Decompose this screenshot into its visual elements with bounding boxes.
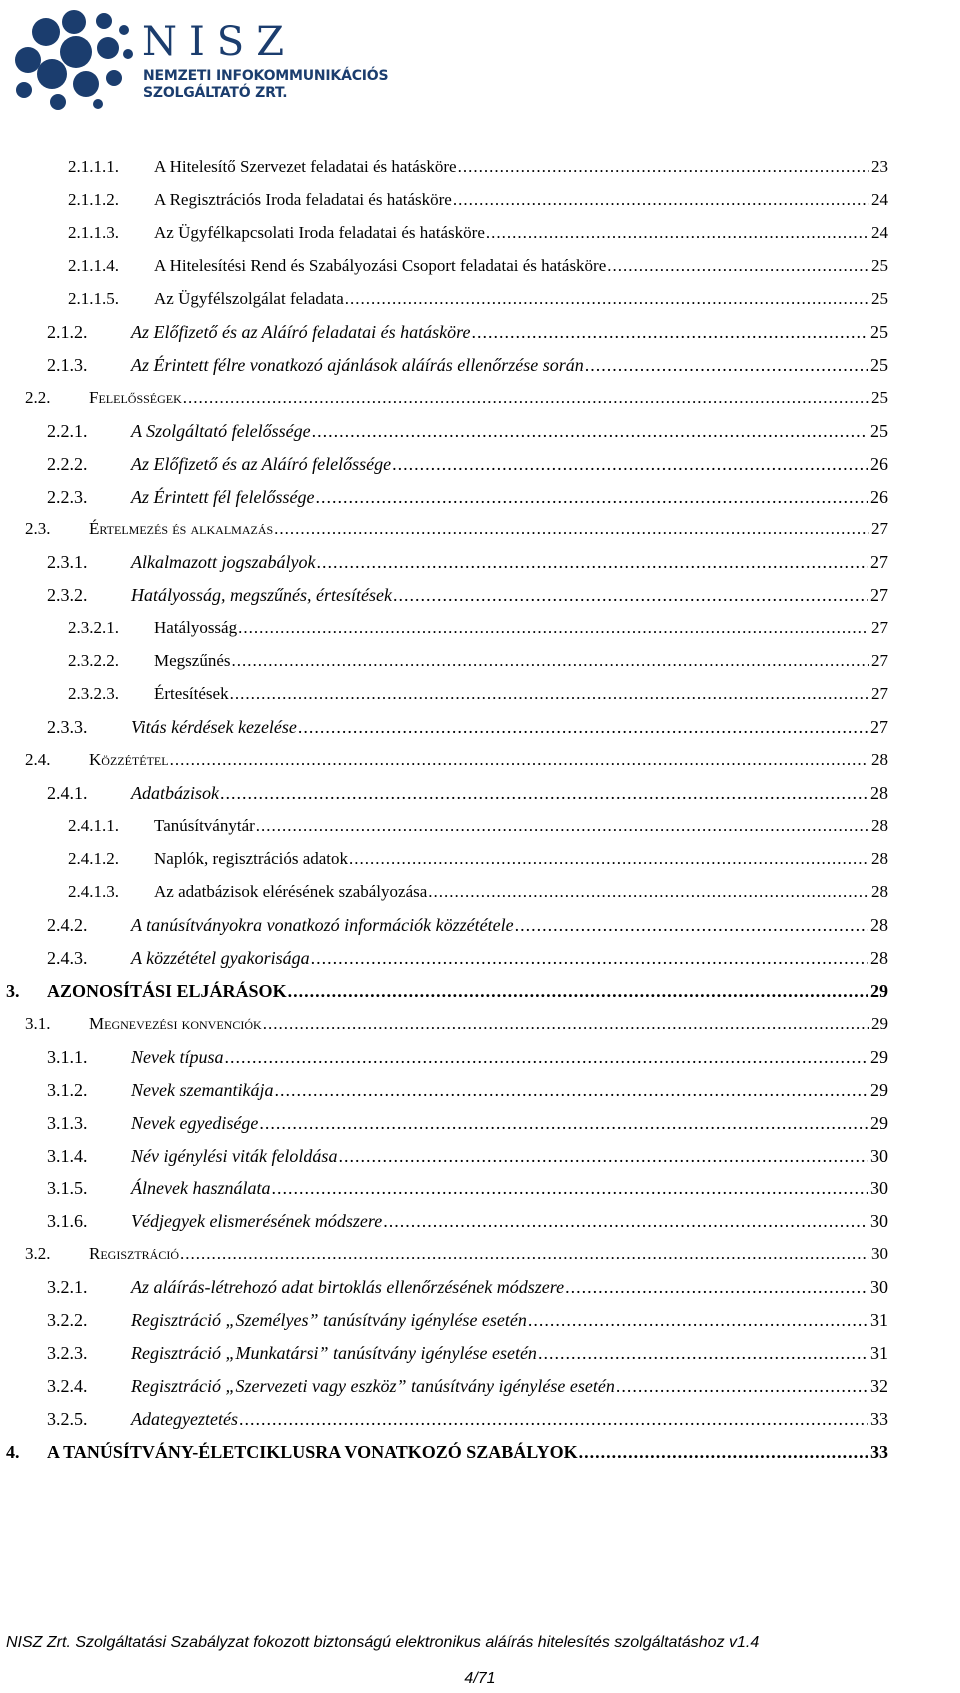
toc-page-number: 28 [871,848,888,868]
toc-page-number: 31 [870,1310,888,1331]
toc-number: 3.1.3. [47,1112,88,1133]
toc-entry [131,1274,888,1300]
toc-page-number: 29 [870,1046,888,1067]
toc-number: 2.2. [25,387,51,407]
toc-title: Nevek egyedisége [131,1112,259,1133]
toc-page-number: 33 [870,1409,888,1430]
toc-number: 2.1.1.4. [68,255,119,275]
toc-row[interactable] [0,319,960,345]
dots-logo-icon [10,8,140,112]
toc-title: Az adatbázisok elérésének szabályozása [154,881,428,901]
toc-entry [131,1406,888,1432]
toc-entry [131,1307,888,1333]
toc-title: Név igénylési viták feloldása [131,1145,338,1166]
toc-leader-dots [274,1077,868,1103]
toc-title: Naplók, regisztrációs adatok [154,848,349,868]
toc-page-number: 27 [871,651,888,671]
toc-title: Alkalmazott jogszabályok [131,552,316,573]
toc-page-number: 30 [870,1211,888,1232]
toc-number: 2.4. [25,750,51,770]
toc-row[interactable] [0,978,960,1004]
logo-brand: NISZ [142,19,296,65]
toc-title: A tanúsítványokra vonatkozó információk közzététele [131,914,514,935]
toc-entry [154,846,888,872]
toc-page-number: 29 [870,980,888,1001]
toc-entry [131,780,888,806]
toc-row[interactable] [0,1175,960,1201]
toc-number: 2.3. [25,519,51,539]
toc-page-number: 29 [870,1079,888,1100]
toc-title: Regisztráció „Szervezeti vagy eszköz” tanúsítvány igénylése esetén [131,1376,615,1397]
toc-page-number: 27 [870,717,888,738]
toc-leader-dots [565,1274,868,1300]
toc-title: A Hitelesítő Szervezet feladatai és hatásköre [154,157,457,176]
toc-number: 3.2.1. [47,1277,88,1298]
toc-number: 2.2.3. [47,486,88,507]
toc-row[interactable] [0,813,960,839]
toc-entry [154,220,888,246]
toc-row[interactable] [0,945,960,971]
toc-entry [131,582,888,608]
toc-entry [131,1077,888,1103]
toc-row[interactable] [0,1406,960,1432]
toc-row[interactable] [0,1241,960,1267]
toc-entry [47,1439,888,1465]
toc-number: 2.1.1.2. [68,189,119,209]
toc-row[interactable] [0,385,960,411]
toc-title: Hatályosság, megszűnés, értesítések [131,585,392,606]
toc-row[interactable] [0,846,960,872]
toc-title: Vitás kérdések kezelése [131,717,297,738]
toc-title: Regisztráció „Munkatársi” tanúsítvány igénylése esetén [131,1343,537,1364]
toc-entry [131,1340,888,1366]
toc-page-number: 32 [870,1376,888,1397]
toc-leader-dots [239,1406,868,1432]
toc-page-number: 28 [871,750,888,770]
toc-leader-dots [453,187,869,213]
toc-entry [131,1044,888,1070]
toc-title: Az Előfizető és az Aláíró felelőssége [131,453,392,474]
toc-leader-dots [607,253,869,279]
toc-row[interactable] [0,451,960,477]
toc-number: 3.2. [25,1244,51,1264]
toc-page-number: 28 [870,947,888,968]
toc-number: 3.2.2. [47,1310,88,1331]
toc-entry [154,813,888,839]
toc-entry [154,154,888,180]
toc-row[interactable] [0,1077,960,1103]
toc-title: Nevek típusa [131,1046,224,1067]
toc-number: 2.1.2. [47,321,88,342]
toc-title: Felelősségek [89,387,182,407]
toc-row[interactable] [0,747,960,773]
toc-title: Nevek szemantikája [131,1079,274,1100]
toc-row[interactable] [0,484,960,510]
toc-page-number: 25 [870,354,888,375]
toc-page-number: 31 [870,1343,888,1364]
toc-page-number: 28 [871,881,888,901]
toc-leader-dots [428,879,869,905]
toc-entry [131,451,888,477]
toc-entry [154,879,888,905]
toc-number: 2.1.1.3. [68,222,119,242]
toc-leader-dots [392,451,868,477]
toc-title: A Regisztrációs Iroda feladatai és hatásköre [154,189,452,209]
toc-title: Álnevek használata [131,1178,271,1199]
toc-row[interactable] [0,286,960,312]
toc-page-number: 30 [870,1145,888,1166]
toc-number: 2.4.1. [47,783,88,804]
toc-entry [89,516,888,542]
toc-title: A közzététel gyakorisága [131,947,310,968]
toc-number: 2.1.1.1. [68,157,119,176]
toc-page-number: 27 [871,684,888,704]
toc-title: Az Előfizető és az Aláíró feladatai és hatásköre [131,321,471,342]
toc-row[interactable] [0,879,960,905]
toc-page-number: 25 [870,420,888,441]
toc-row[interactable] [0,714,960,740]
toc-page-number: 27 [871,519,888,539]
page-number: 4/71 [464,1670,496,1687]
toc-number: 2.4.1.3. [68,881,119,901]
toc-leader-dots [528,1307,868,1333]
toc-entry [131,912,888,938]
toc-entry [89,1241,888,1267]
toc-page-number: 28 [870,914,888,935]
toc-number: 2.2.2. [47,453,88,474]
toc-page-number: 30 [870,1178,888,1199]
toc-leader-dots [180,1241,869,1267]
toc-entry [131,352,888,378]
toc-number: 2.3.2.3. [68,684,119,704]
toc-row[interactable] [0,1143,960,1169]
nisz-logo [10,8,390,112]
toc-row[interactable] [0,253,960,279]
toc-leader-dots [288,978,868,1004]
toc-number: 3.1.4. [47,1145,88,1166]
toc-title: Adatbázisok [131,783,219,804]
toc-title: Hatályosság [154,618,238,638]
toc-number: 4. [6,1442,20,1463]
toc-page-number: 27 [871,618,888,638]
toc-number: 3.1. [25,1013,51,1033]
toc-title: Megnevezési konvenciók [89,1013,262,1033]
toc-title: A TANÚSÍTVÁNY-ÉLETCIKLUSRA VONATKOZÓ SZABÁLYOK [47,1442,578,1463]
toc-number: 3.1.6. [47,1211,88,1232]
toc-row[interactable] [0,681,960,707]
toc-page-number: 28 [871,816,888,835]
toc-entry [131,945,888,971]
toc-title: Regisztráció „Személyes” tanúsítvány igénylése esetén [131,1310,527,1331]
toc-entry [89,385,888,411]
toc-entry [131,1208,888,1234]
toc-title: Az Ügyfélszolgálat feladata [154,288,344,308]
toc-entry [89,1011,888,1037]
toc-entry [131,549,888,575]
toc-entry [154,187,888,213]
toc-page-number: 26 [870,453,888,474]
toc-entry [131,1143,888,1169]
toc-title: Regisztráció [89,1244,180,1264]
toc-row[interactable] [0,1439,960,1465]
toc-page-number: 33 [870,1442,888,1463]
toc-title: Az Ügyfélkapcsolati Iroda feladatai és hatásköre [154,222,485,242]
toc-leader-dots [224,1044,868,1070]
toc-number: 3. [6,980,20,1001]
toc-row[interactable] [0,1373,960,1399]
toc-row[interactable] [0,582,960,608]
toc-leader-dots [315,484,868,510]
toc-row[interactable] [0,1340,960,1366]
toc-row[interactable] [0,615,960,641]
toc-number: 2.1.1.5. [68,288,119,308]
toc-leader-dots [349,846,869,872]
toc-leader-dots [259,1110,868,1136]
toc-title: Adategyeztetés [131,1409,238,1430]
toc-leader-dots [256,813,869,839]
toc-leader-dots [616,1373,868,1399]
toc-row[interactable] [0,154,960,180]
toc-leader-dots [183,385,869,411]
toc-number: 2.3.2. [47,585,88,606]
toc-page-number: 27 [870,552,888,573]
logo-line-1: NEMZETI INFOKOMMUNIKÁCIÓS [143,68,389,84]
toc-page-number: 29 [871,1013,888,1033]
toc-leader-dots [298,714,868,740]
toc-page-number: 25 [870,321,888,342]
toc-leader-dots [311,945,868,971]
toc-row[interactable] [0,648,960,674]
toc-number: 2.4.2. [47,914,88,935]
toc-title: AZONOSÍTÁSI ELJÁRÁSOK [47,980,287,1001]
toc-page-number: 25 [871,288,888,308]
toc-row[interactable] [0,1274,960,1300]
toc-row[interactable] [0,1044,960,1070]
toc-leader-dots [316,549,868,575]
toc-number: 3.2.4. [47,1376,88,1397]
toc-title: A Szolgáltató felelőssége [131,420,311,441]
toc-page-number: 26 [870,486,888,507]
toc-entry [154,253,888,279]
toc-entry [131,319,888,345]
toc-leader-dots [238,615,869,641]
toc-number: 2.1.3. [47,354,88,375]
toc-number: 3.1.5. [47,1178,88,1199]
toc-row[interactable] [0,516,960,542]
toc-leader-dots [383,1208,868,1234]
toc-row[interactable] [0,1208,960,1234]
logo-line-2: SZOLGÁLTATÓ ZRT. [143,85,288,101]
toc-row[interactable] [0,187,960,213]
toc-leader-dots [515,912,868,938]
toc-number: 3.1.1. [47,1046,88,1067]
toc-number: 3.1.2. [47,1079,88,1100]
toc-entry [131,1175,888,1201]
toc-title: A Hitelesítési Rend és Szabályozási Csoport feladatai és hatásköre [154,255,607,275]
toc-page-number: 27 [870,585,888,606]
toc-leader-dots [312,418,868,444]
toc-title: Értelmezés és alkalmazás [89,519,274,539]
toc-title: Értesítések [154,684,229,704]
toc-leader-dots [458,154,869,180]
toc-page-number: 30 [870,1277,888,1298]
toc-row[interactable] [0,1307,960,1333]
toc-number: 2.4.1.1. [68,816,119,835]
toc-entry [154,681,888,707]
toc-entry [154,648,888,674]
toc-leader-dots [231,648,869,674]
toc-leader-dots [263,1011,869,1037]
toc-number: 2.3.2.2. [68,651,119,671]
toc-row[interactable] [0,220,960,246]
toc-leader-dots [393,582,868,608]
toc-number: 3.2.5. [47,1409,88,1430]
toc-number: 2.3.3. [47,717,88,738]
toc-entry [154,286,888,312]
toc-leader-dots [220,780,868,806]
toc-page-number: 24 [871,189,888,209]
toc-number: 2.4.1.2. [68,848,119,868]
toc-page-number: 23 [871,157,888,176]
toc-number: 3.2.3. [47,1343,88,1364]
toc-leader-dots [230,681,869,707]
toc-number: 2.2.1. [47,420,88,441]
toc-leader-dots [486,220,869,246]
toc-leader-dots [579,1439,868,1465]
toc-page-number: 25 [871,387,888,407]
toc-leader-dots [271,1175,868,1201]
toc-leader-dots [585,352,868,378]
toc-leader-dots [338,1143,868,1169]
toc-leader-dots [538,1340,868,1366]
toc-number: 2.3.1. [47,552,88,573]
toc-leader-dots [345,286,869,312]
toc-entry [131,418,888,444]
toc-entry [131,1110,888,1136]
toc-entry [131,714,888,740]
toc-row[interactable] [0,912,960,938]
toc-title: Közzététel [89,750,169,770]
toc-leader-dots [170,747,869,773]
toc-title: Az Érintett félre vonatkozó ajánlások aláírás ellenőrzése során [131,354,584,375]
toc-page-number: 29 [870,1112,888,1133]
toc-entry [131,1373,888,1399]
toc-entry [89,747,888,773]
toc-number: 2.3.2.1. [68,618,119,638]
toc-title: Tanúsítványtár [154,816,255,835]
toc-entry [47,978,888,1004]
toc-page-number: 24 [871,222,888,242]
toc-row[interactable] [0,1110,960,1136]
footer-text: NISZ Zrt. Szolgáltatási Szabályzat fokozott biztonságú elektronikus aláírás hitelesítés szolgáltatáshoz v1.4 [6,1634,760,1651]
toc-title: Az aláírás-létrehozó adat birtoklás ellenőrzésének módszere [131,1277,565,1298]
toc-row[interactable] [0,352,960,378]
toc-title: Az Érintett fél felelőssége [131,486,315,507]
toc-entry [154,615,888,641]
toc-row[interactable] [0,549,960,575]
toc-entry [131,484,888,510]
toc-row[interactable] [0,1011,960,1037]
toc-leader-dots [471,319,868,345]
toc-page-number: 30 [871,1244,888,1264]
toc-row[interactable] [0,780,960,806]
toc-page-number: 28 [870,783,888,804]
toc-row[interactable] [0,418,960,444]
toc-leader-dots [274,516,869,542]
toc-title: Védjegyek elismerésének módszere [131,1211,383,1232]
toc-title: Megszűnés [154,651,231,671]
toc-number: 2.4.3. [47,947,88,968]
toc-page-number: 25 [871,255,888,275]
